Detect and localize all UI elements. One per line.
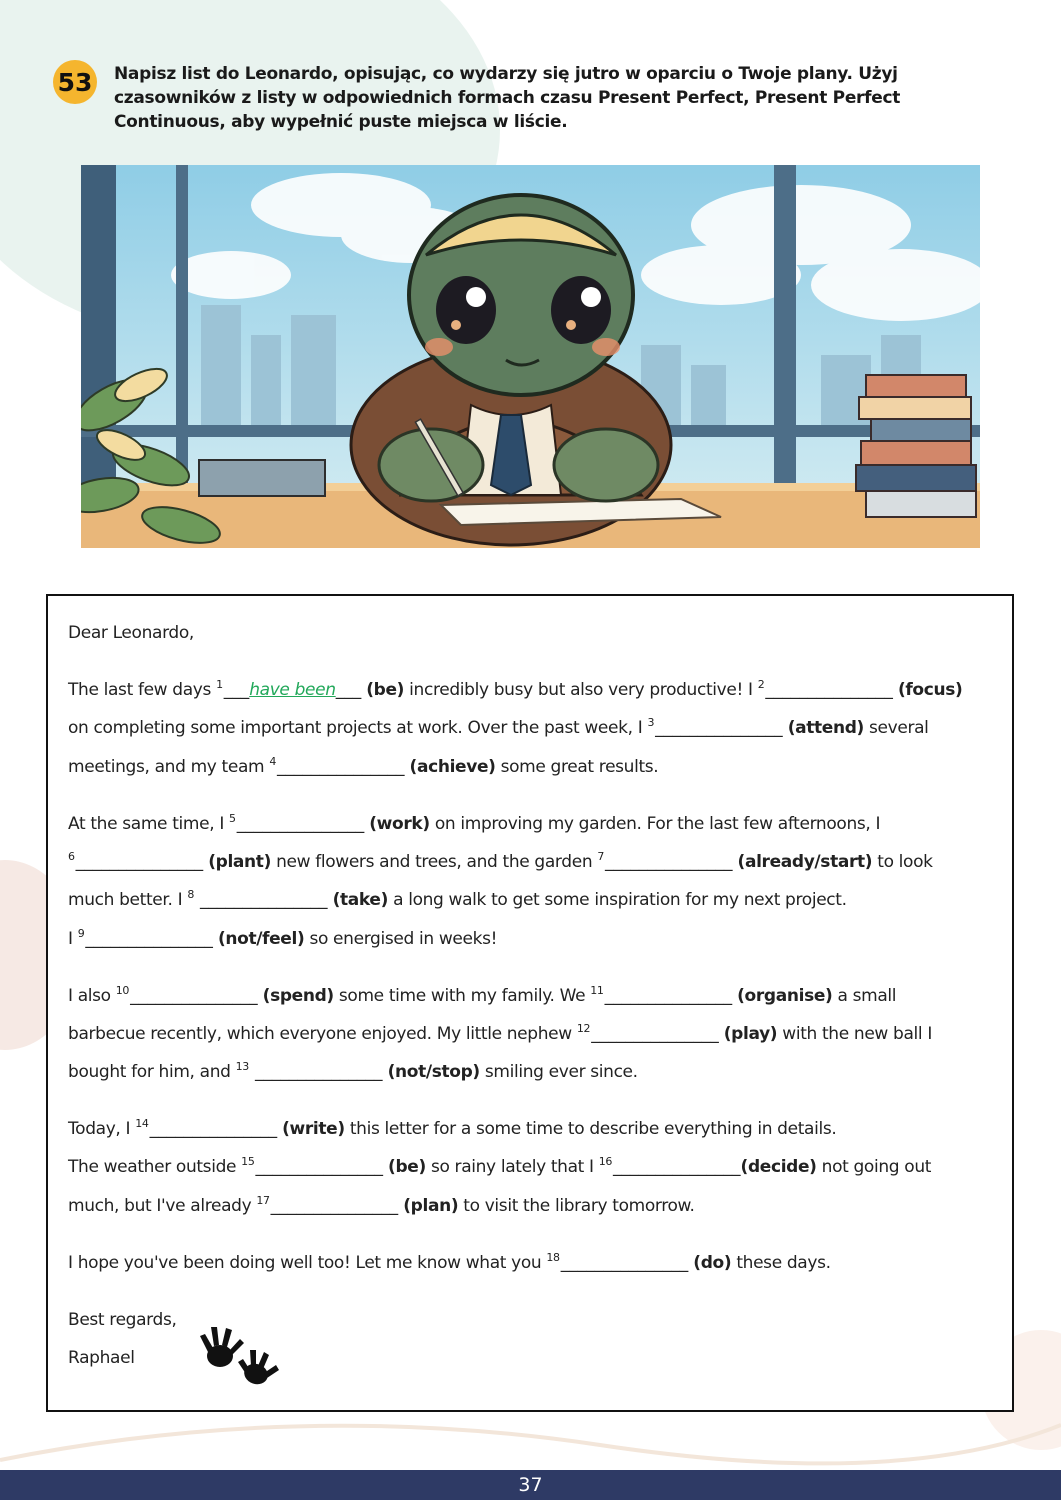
gap-9[interactable]: _______________	[85, 929, 213, 949]
text: much, but I've already	[68, 1196, 257, 1216]
letter-line-10	[68, 1062, 638, 1082]
gap-number: 6	[68, 850, 75, 863]
gap-number: 18	[546, 1251, 560, 1264]
verb-hint: (not/stop)	[387, 1062, 480, 1082]
letter-signature: Raphael	[68, 1348, 135, 1368]
page-number: 37	[518, 1474, 543, 1496]
gap-number: 5	[229, 812, 236, 825]
turtle-writing-illustration	[81, 165, 980, 548]
gap-number: 13	[235, 1060, 249, 1073]
gap-3[interactable]: _______________	[655, 718, 783, 738]
verb-hint: (be)	[388, 1157, 426, 1177]
gap-2[interactable]: _______________	[765, 680, 893, 700]
gap-14[interactable]: _______________	[149, 1119, 278, 1139]
text: At the same time, I	[68, 814, 230, 834]
text: I hope you've been doing well too! Let me know what you	[68, 1253, 547, 1273]
text: several	[863, 718, 929, 738]
text: The last few days	[68, 680, 217, 700]
gap-7[interactable]: _______________	[604, 852, 733, 872]
verb-hint: (plant)	[208, 852, 272, 872]
verb-hint: (take)	[332, 890, 389, 910]
gap-15[interactable]: _______________	[255, 1157, 383, 1177]
letter-closing: Best regards,	[68, 1310, 177, 1330]
text: I also	[68, 986, 116, 1006]
letter-line-2	[68, 718, 929, 738]
gap-number: 16	[598, 1155, 613, 1168]
text: to look	[872, 852, 933, 872]
text: a long walk to get some inspiration for my next project.	[388, 890, 847, 910]
exercise-instruction: Napisz list do Leonardo, opisując, co wydarzy się jutro w oparciu o Twoje plany. Użyj czasowników z listy w odpowiednich formach czasu Present Perfect, Present Perfect Continuous, aby wypełnić puste miejsca w liście.	[114, 64, 901, 132]
gap-number: 8	[187, 888, 194, 901]
letter-line-9	[68, 1024, 932, 1044]
text: bought for him, and	[68, 1062, 236, 1082]
gap-number: 17	[256, 1194, 270, 1207]
verb-hint: (plan)	[403, 1196, 459, 1216]
gap-12[interactable]: _______________	[591, 1024, 719, 1044]
exercise-number-badge: 53	[53, 60, 97, 104]
text: with the new ball I	[777, 1024, 933, 1044]
text: new flowers and trees, and the garden	[271, 852, 598, 872]
letter-line-13	[68, 1196, 695, 1216]
verb-hint: (write)	[282, 1119, 345, 1139]
text: I	[68, 929, 78, 949]
gap-number: 12	[576, 1022, 591, 1035]
gap-5[interactable]: _______________	[236, 814, 365, 834]
gap-1-trail: ___	[335, 680, 362, 700]
text: Today, I	[68, 1119, 136, 1139]
gap-16[interactable]: _______________	[613, 1157, 741, 1177]
gap-11[interactable]: _______________	[604, 986, 733, 1006]
text: meetings, and my team	[68, 757, 270, 777]
gap-number: 3	[647, 716, 655, 729]
verb-hint: (spend)	[262, 986, 334, 1006]
letter-line-8	[68, 986, 896, 1006]
verb-hint: (not/feel)	[217, 929, 305, 949]
verb-hint: (organise)	[737, 986, 833, 1006]
text: The weather outside	[68, 1157, 242, 1177]
verb-hint: (be)	[366, 680, 405, 700]
gap-4[interactable]: _______________	[276, 757, 405, 777]
verb-hint: (achieve)	[409, 757, 496, 777]
letter-line-14	[68, 1253, 831, 1273]
gap-number: 14	[135, 1117, 149, 1130]
gap-number: 11	[590, 984, 604, 997]
text: some great results.	[495, 757, 659, 777]
gap-number: 10	[115, 984, 130, 997]
text: smiling ever since.	[479, 1062, 638, 1082]
text: this letter for a some time to describe everything in details.	[344, 1119, 837, 1139]
verb-hint: (attend)	[787, 718, 864, 738]
gap-number: 7	[597, 850, 604, 863]
text: some time with my family. We	[333, 986, 591, 1006]
letter-box	[46, 594, 1014, 1412]
gap-1-lead: ___	[223, 680, 250, 700]
gap-6[interactable]: _______________	[75, 852, 204, 872]
text: on completing some important projects at work. Over the past week, I	[68, 718, 648, 738]
gap-number: 15	[241, 1155, 255, 1168]
text: to visit the library tomorrow.	[458, 1196, 695, 1216]
handprints-icon	[198, 1324, 288, 1394]
text: so energised in weeks!	[304, 929, 498, 949]
gap-8[interactable]: _______________	[200, 890, 328, 910]
letter-line-5	[68, 852, 933, 872]
text: barbecue recently, which everyone enjoyed. My little nephew	[68, 1024, 577, 1044]
text: incredibly busy but also very productive! I	[404, 680, 758, 700]
gap-17[interactable]: _______________	[270, 1196, 399, 1216]
text: these days.	[731, 1253, 831, 1273]
page-footer	[0, 1470, 1061, 1500]
verb-hint: (play)	[723, 1024, 778, 1044]
letter-line-7	[68, 929, 497, 949]
verb-hint: (do)	[693, 1253, 732, 1273]
verb-hint: (work)	[369, 814, 430, 834]
gap-number: 2	[757, 678, 765, 691]
verb-hint: (focus)	[897, 680, 963, 700]
text: not going out	[816, 1157, 932, 1177]
letter-line-12	[68, 1157, 931, 1177]
text: on improving my garden. For the last few afternoons, I	[429, 814, 881, 834]
verb-hint: (already/start)	[737, 852, 873, 872]
decorative-curve	[0, 1400, 1061, 1470]
gap-18[interactable]: _______________	[560, 1253, 689, 1273]
text: much better. I	[68, 890, 188, 910]
text: so rainy lately that I	[425, 1157, 599, 1177]
gap-number: 9	[77, 927, 85, 940]
gap-13[interactable]: _______________	[255, 1062, 383, 1082]
letter-line-1	[68, 680, 962, 700]
gap-number: 1	[216, 678, 223, 691]
letter-line-4	[68, 814, 880, 834]
gap-1-answer: have been	[249, 680, 336, 700]
gap-10[interactable]: _______________	[130, 986, 258, 1006]
letter-greeting: Dear Leonardo,	[68, 623, 194, 643]
letter-line-6	[68, 890, 847, 910]
text: a small	[832, 986, 897, 1006]
letter-line-11	[68, 1119, 836, 1139]
gap-number: 4	[269, 755, 276, 768]
verb-hint: (decide)	[740, 1157, 817, 1177]
letter-line-3	[68, 757, 658, 777]
